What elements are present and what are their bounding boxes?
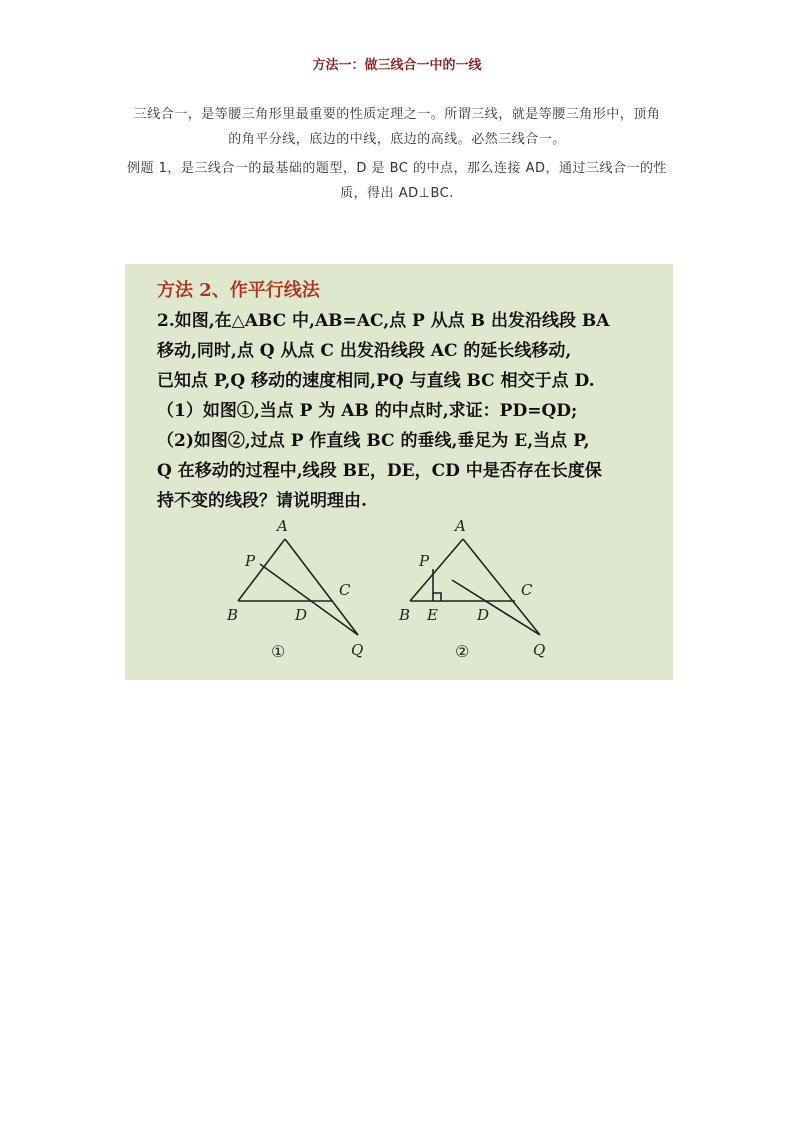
fig1-label-d: D	[295, 606, 308, 624]
fig1-number: ①	[271, 642, 286, 661]
segment-pq	[260, 564, 358, 635]
problem-line-5: （2)如图②,过点 P 作直线 BC 的垂线,垂足为 E,当点 P,	[157, 431, 590, 451]
segment-ab	[238, 539, 285, 601]
page-title: 方法一：做三线合一中的一线	[312, 58, 482, 73]
fig2-label-a: A	[455, 517, 466, 535]
problem-line-6: Q 在移动的过程中,线段 BE，DE，CD 中是否存在长度保	[157, 461, 602, 481]
fig1-label-b: B	[227, 606, 239, 624]
segment-ab	[410, 539, 463, 601]
problem-line-7: 持不变的线段？请说明理由.	[157, 491, 367, 511]
problem-line-3: 已知点 P,Q 移动的速度相同,PQ 与直线 BC 相交于点 D.	[157, 371, 595, 391]
fig2-number: ②	[455, 642, 470, 661]
fig1-label-c: C	[339, 581, 351, 599]
fig2-label-e: E	[427, 606, 438, 624]
example-line-2: 质，得出 AD⊥BC.	[340, 186, 454, 201]
fig2-label-q: Q	[533, 641, 546, 659]
fig2-label-c: C	[521, 581, 533, 599]
method-heading: 方法 2、作平行线法	[157, 280, 320, 301]
example-paragraph	[60, 156, 734, 206]
fig2-label-d: D	[477, 606, 490, 624]
fig2-label-b: B	[399, 606, 411, 624]
intro-line-1: 三线合一，是等腰三角形里最重要的性质定理之一。所谓三线，就是等腰三角形中，顶角	[133, 107, 661, 122]
fig1-label-p: P	[245, 552, 256, 570]
fig2-label-p: P	[419, 552, 430, 570]
fig1-label-a: A	[277, 517, 288, 535]
problem-line-4: （1）如图①,当点 P 为 AB 的中点时,求证：PD=QD;	[157, 401, 578, 421]
fig1-label-q: Q	[351, 641, 364, 659]
method-box	[125, 264, 673, 680]
intro-line-2: 的角平分线，底边的中线，底边的高线。必然三线合一。	[228, 132, 566, 147]
intro-paragraph	[60, 102, 734, 152]
problem-line-2: 移动,同时,点 Q 从点 C 出发沿线段 AC 的延长线移动,	[157, 341, 572, 361]
right-angle-mark	[433, 593, 441, 601]
figure-1	[215, 509, 385, 669]
example-line-1: 例题 1，是三线合一的最基础的题型，D 是 BC 的中点，那么连接 AD，通过三线合一的性	[126, 161, 668, 176]
problem-line-1: 2.如图,在△ABC 中,AB=AC,点 P 从点 B 出发沿线段 BA	[157, 311, 610, 331]
figure-2	[397, 509, 567, 669]
